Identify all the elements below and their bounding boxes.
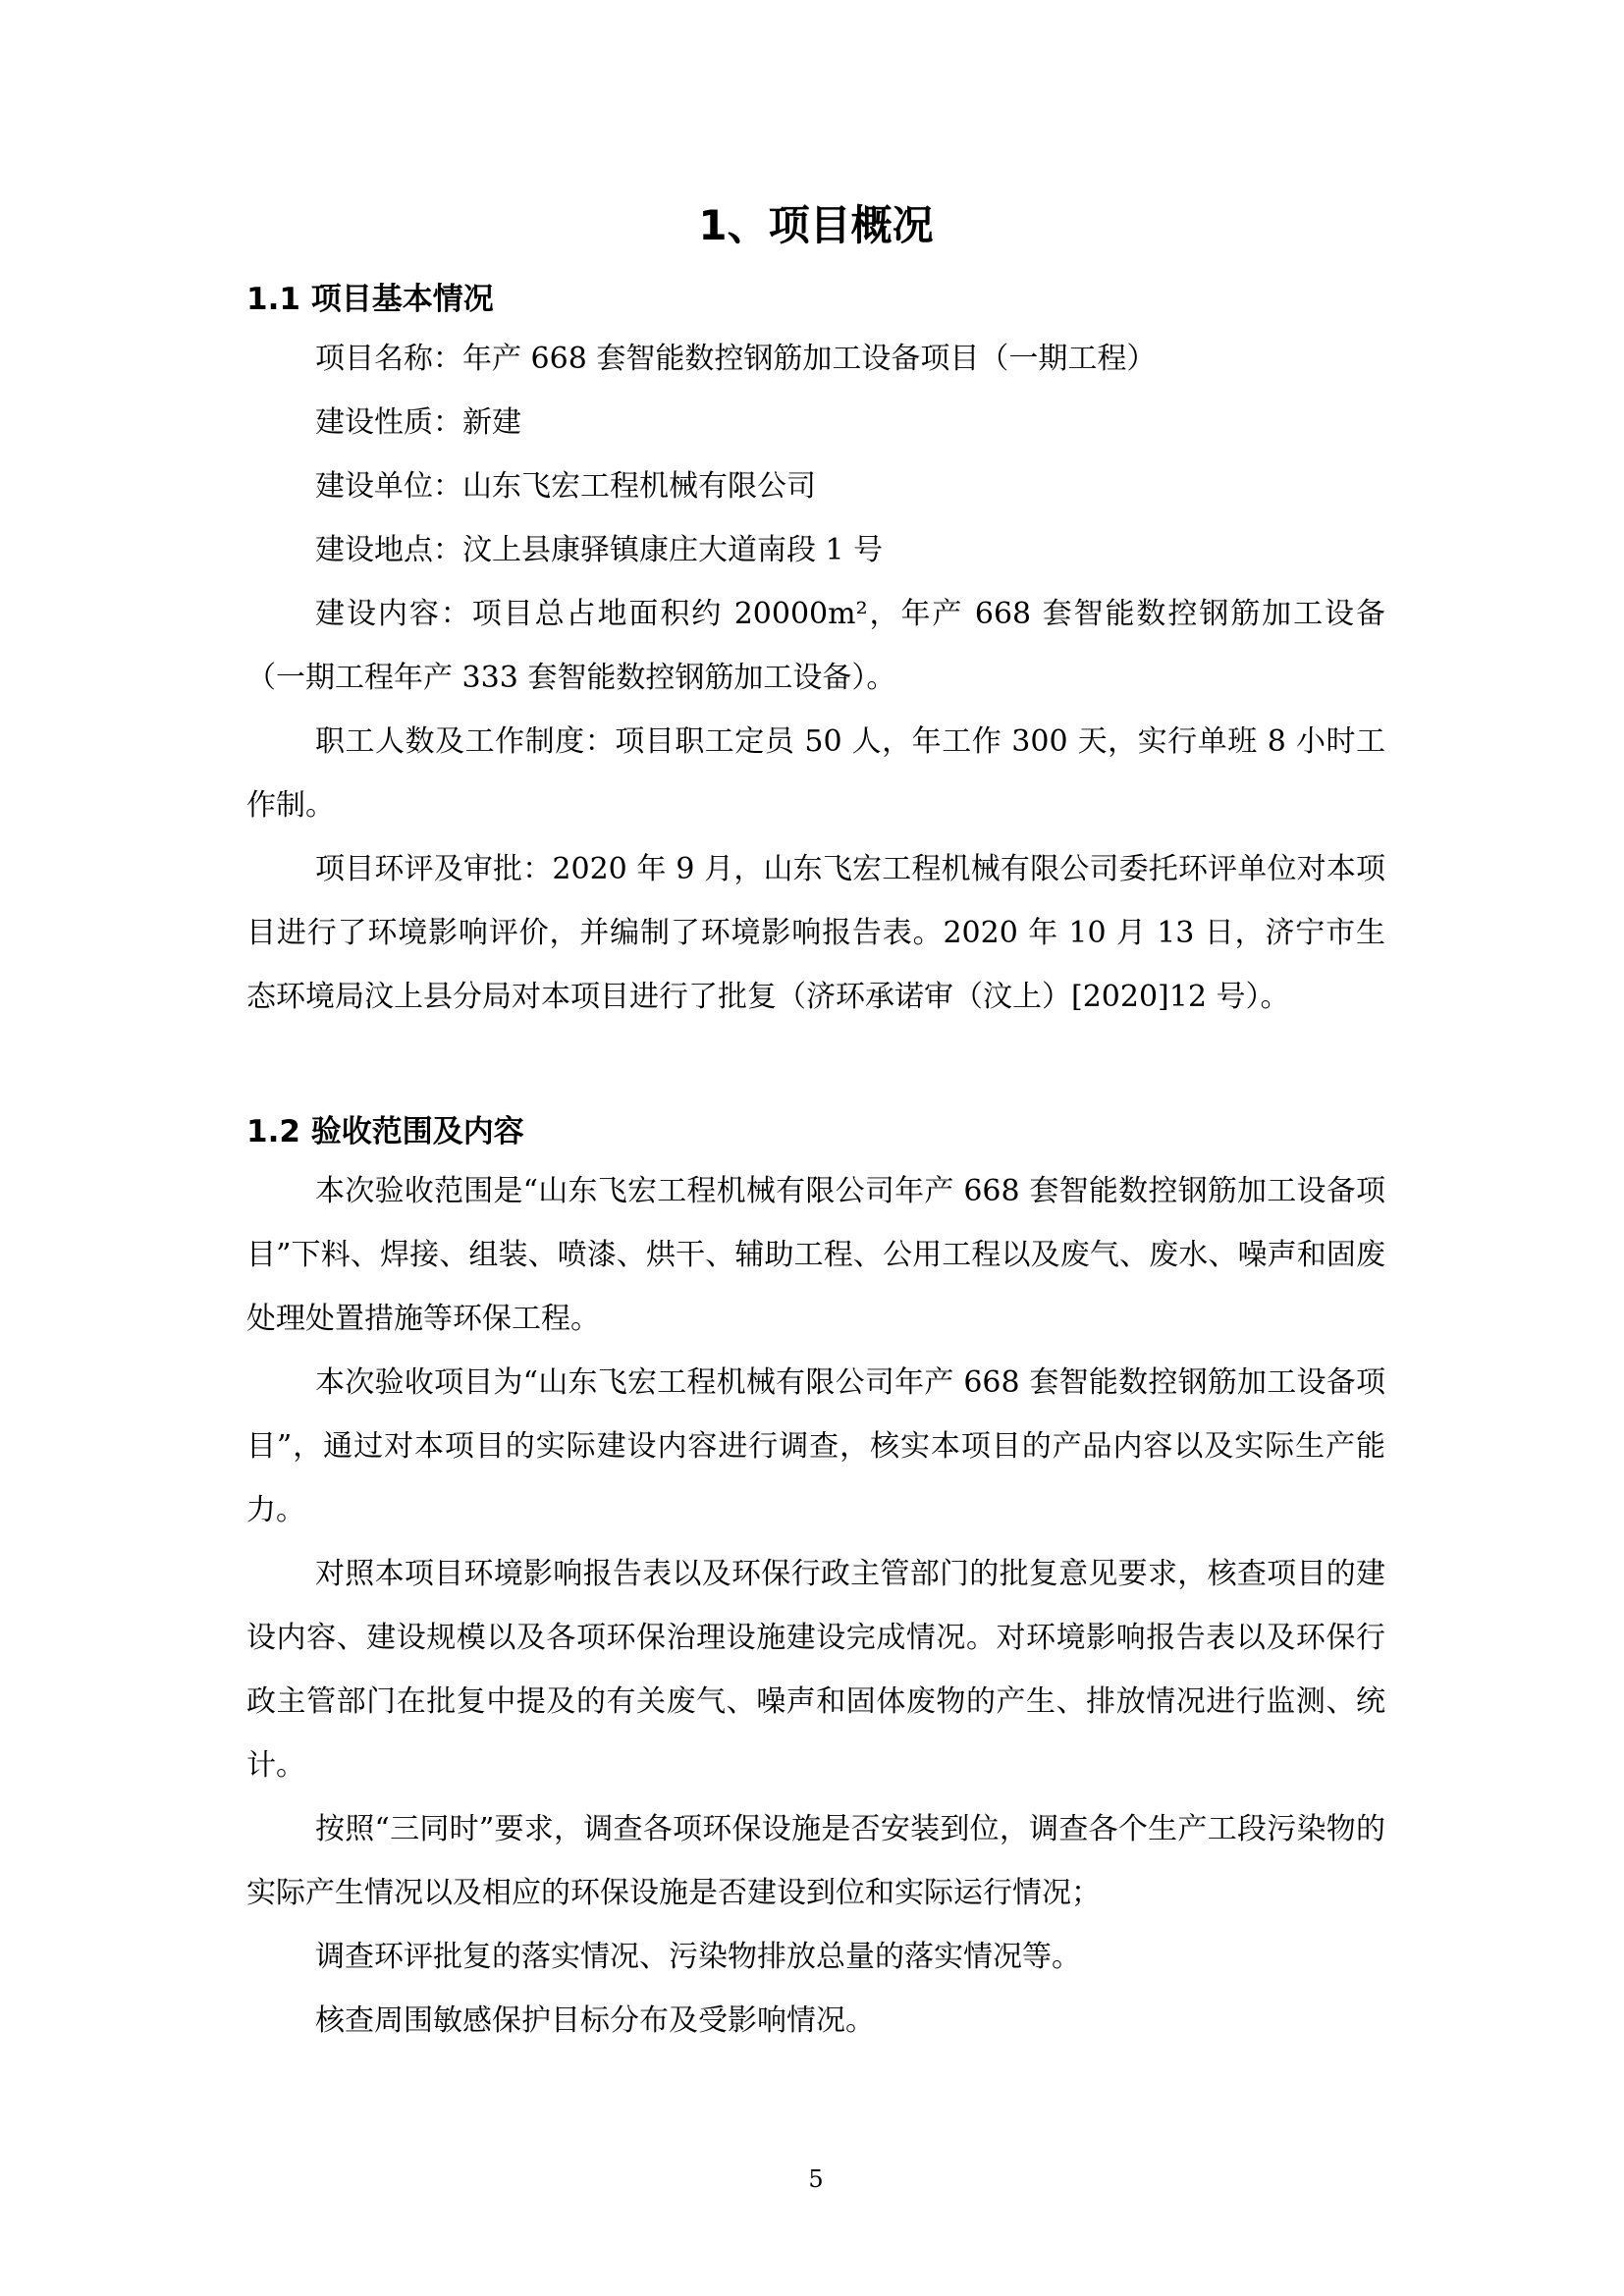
acceptance-scope-paragraph: 本次验收范围是“山东飞宏工程机械有限公司年产 668 套智能数控钢筋加工设备项目”下料、焊接、组装、喷漆、烘干、辅助工程、公用工程以及废气、废水、噪声和固废处理处置措施等环保工程。 (246, 1174, 1385, 1336)
construction-content-paragraph: 建设内容：项目总占地面积约 20000m²，年产 668 套智能数控钢筋加工设备（一期工程年产 333 套智能数控钢筋加工设备）。 (246, 597, 1385, 695)
chapter-title: 1、项目概况 (698, 201, 934, 249)
construction-nature-line: 建设性质：新建 (315, 405, 521, 440)
sensitive-targets-paragraph: 核查周围敏感保护目标分布及受影响情况。 (315, 2003, 875, 2038)
section-heading-1-2: 1.2 验收范围及内容 (246, 1114, 524, 1149)
staff-paragraph: 职工人数及工作制度：项目职工定员 50 人，年工作 300 天，实行单班 8 小时工作制。 (246, 724, 1385, 823)
construction-unit-line: 建设单位：山东飞宏工程机械有限公司 (315, 469, 816, 504)
construction-location-line: 建设地点：汶上县康驿镇康庄大道南段 1 号 (315, 533, 884, 567)
implementation-paragraph: 调查环评批复的落实情况、污染物排放总量的落实情况等。 (315, 1940, 1081, 1974)
eia-approval-paragraph: 项目环评及审批：2020 年 9 月，山东飞宏工程机械有限公司委托环评单位对本项目进行了环境影响评价，并编制了环境影响报告表。2020 年 10 月 13 日，济宁市生态环境局汶上县分局对本项目进行了批复（济环承诺审（汶上）[2020]12 号）。 (246, 852, 1385, 1014)
page-number: 5 (808, 2165, 824, 2193)
project-name-line: 项目名称：年产 668 套智能数控钢筋加工设备项目（一期工程） (315, 342, 1157, 376)
verification-paragraph: 对照本项目环境影响报告表以及环保行政主管部门的批复意见要求，核查项目的建设内容、建设规模以及各项环保治理设施建设完成情况。对环境影响报告表以及环保行政主管部门在批复中提及的有关废气、噪声和固体废物的产生、排放情况进行监测、统计。 (246, 1557, 1385, 1783)
acceptance-project-paragraph: 本次验收项目为“山东飞宏工程机械有限公司年产 668 套智能数控钢筋加工设备项目”，通过对本项目的实际建设内容进行调查，核实本项目的产品内容以及实际生产能力。 (246, 1365, 1385, 1527)
section-heading-1-1: 1.1 项目基本情况 (246, 282, 494, 317)
three-simultaneous-paragraph: 按照“三同时”要求，调查各项环保设施是否安装到位，调查各个生产工段污染物的实际产生情况以及相应的环保设施是否建设到位和实际运行情况； (246, 1812, 1385, 1910)
